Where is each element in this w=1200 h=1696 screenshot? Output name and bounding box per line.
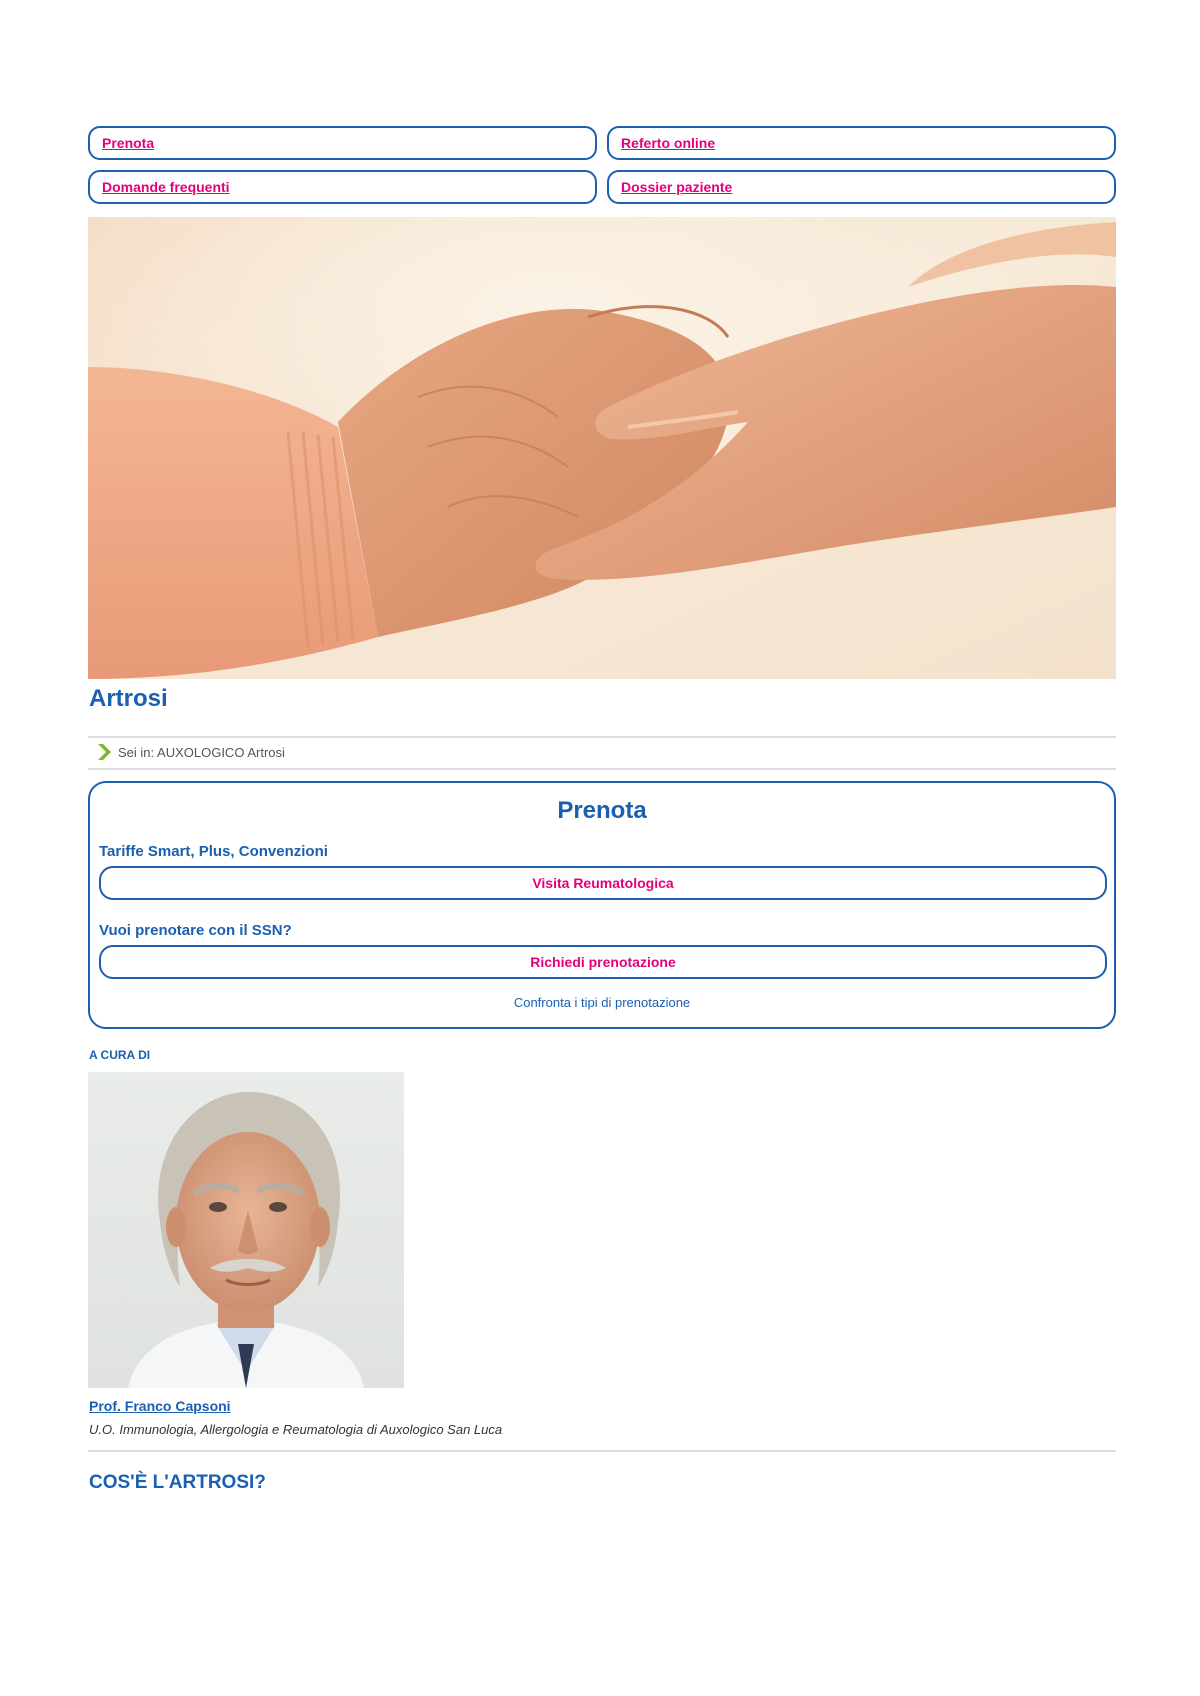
- richiedi-prenotazione-button[interactable]: Richiedi prenotazione: [99, 945, 1107, 979]
- referto-online-link[interactable]: Referto online: [607, 126, 1116, 160]
- ssn-label: Vuoi prenotare con il SSN?: [99, 922, 292, 939]
- chevron-right-icon: [96, 743, 112, 761]
- tariffe-label: Tariffe Smart, Plus, Convenzioni: [99, 843, 328, 860]
- domande-frequenti-link[interactable]: Domande frequenti: [88, 170, 597, 204]
- hero-image: [88, 217, 1116, 679]
- prenota-link[interactable]: Prenota: [88, 126, 597, 160]
- section-heading: COS'È L'ARTROSI?: [89, 1472, 266, 1493]
- prenota-title: Prenota: [557, 797, 647, 824]
- breadcrumb-divider-bottom: [88, 768, 1116, 770]
- section-divider: [88, 1450, 1116, 1452]
- doctor-photo: [88, 1072, 404, 1388]
- page-title: Artrosi: [89, 685, 168, 712]
- prenota-box: [88, 781, 1116, 1029]
- doctor-name-link[interactable]: Prof. Franco Capsoni: [89, 1398, 231, 1414]
- doctor-unit: U.O. Immunologia, Allergologia e Reumatologia di Auxologico San Luca: [89, 1422, 503, 1437]
- breadcrumb-divider-top: [88, 736, 1116, 738]
- quick-links-grid: [88, 126, 1116, 204]
- dossier-paziente-link[interactable]: Dossier paziente: [607, 170, 1116, 204]
- breadcrumb: [96, 742, 285, 762]
- breadcrumb-text: Sei in: AUXOLOGICO Artrosi: [118, 744, 285, 760]
- confronta-prenotazione-link[interactable]: Confronta i tipi di prenotazione: [513, 995, 691, 1010]
- curated-by-label: A CURA DI: [89, 1048, 151, 1062]
- visita-reumatologica-button[interactable]: Visita Reumatologica: [99, 866, 1107, 900]
